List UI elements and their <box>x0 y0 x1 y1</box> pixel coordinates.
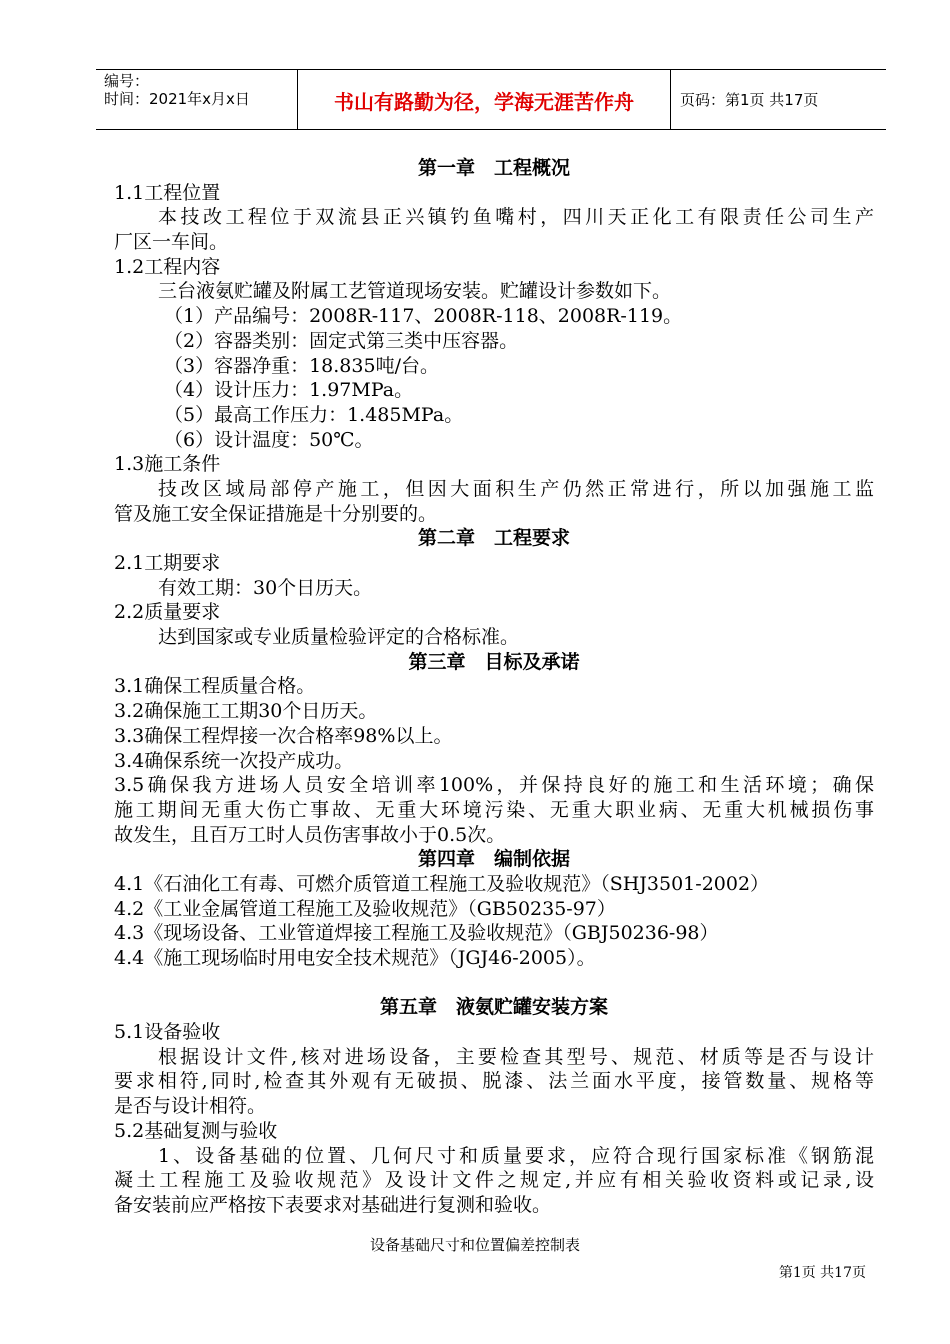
paragraph-line: 技改区域局部停产施工，但因大面积生产仍然正常进行，所以加强施工监 <box>158 477 874 500</box>
header-bottom-rule <box>96 129 886 130</box>
paragraph-line: 故发生，且百万工时人员伤害事故小于0.5次。 <box>114 823 506 846</box>
section-2-1-heading: 2.1工期要求 <box>114 552 221 574</box>
paragraph-line: 是否与设计相符。 <box>114 1095 267 1118</box>
chapter-5-title: 第五章 液氨贮罐安装方案 <box>379 996 608 1019</box>
doc-number-label: 编号： <box>104 72 150 90</box>
parameter-item: （4）设计压力：1.97MPa。 <box>164 379 414 402</box>
paragraph-line: 凝土工程施工及验收规范》及设计文件之规定,并应有相关验收资料或记录,设 <box>114 1169 874 1192</box>
target-item: 3.3确保工程焊接一次合格率98%以上。 <box>114 724 453 747</box>
paragraph-line: 施工期间无重大伤亡事故、无重大环境污染、无重大职业病、无重大机械损伤事 <box>114 798 874 821</box>
document-body <box>114 156 874 1218</box>
parameter-item: （5）最高工作压力：1.485MPa。 <box>164 403 464 426</box>
spacer <box>114 971 874 996</box>
reference-item: 4.1《石油化工有毒、可燃介质管道工程施工及验收规范》（SHJ3501-2002） <box>114 872 770 895</box>
parameter-item: （2）容器类别：固定式第三类中压容器。 <box>164 329 519 352</box>
paragraph-line: 达到国家或专业质量检验评定的合格标准。 <box>158 626 520 649</box>
section-5-2-heading: 5.2基础复测与验收 <box>114 1119 278 1142</box>
chapter-2-title: 第二章 工程要求 <box>417 527 570 550</box>
target-item: 3.1确保工程质量合格。 <box>114 675 316 698</box>
chapter-1-title: 第一章 工程概况 <box>417 157 570 179</box>
chapter-3-title: 第三章 目标及承诺 <box>408 650 580 673</box>
paragraph-line: 三台液氨贮罐及附属工艺管道现场安装。贮罐设计参数如下。 <box>158 280 672 303</box>
paragraph-line: 有效工期：30个日历天。 <box>158 576 373 599</box>
paragraph-line: 要求相符,同时,检查其外观有无破损、脱漆、法兰面水平度，接管数量、规格等 <box>114 1070 874 1093</box>
parameter-item: （6）设计温度：50℃。 <box>164 428 374 451</box>
header-top-rule <box>96 69 886 70</box>
section-1-2-heading: 1.2工程内容 <box>114 255 221 278</box>
motto: 书山有路勤为径，学海无涯苦作舟 <box>334 90 634 114</box>
reference-item: 4.4《施工现场临时用电安全技术规范》（JGJ46-2005）。 <box>114 947 596 969</box>
time-label: 时间：2021年x月x日 <box>104 90 250 108</box>
paragraph-line: 1、设备基础的位置、几何尺寸和质量要求，应符合现行国家标准《钢筋混 <box>158 1144 874 1167</box>
section-1-1-heading: 1.1工程位置 <box>114 181 221 204</box>
page-footer: 第1页 共17页 <box>778 1265 866 1281</box>
paragraph-line: 管及施工安全保证措施是十分别要的。 <box>114 502 438 525</box>
parameter-item: （3）容器净重：18.835吨/台。 <box>164 354 439 377</box>
paragraph-line: 厂区一车间。 <box>114 231 229 254</box>
reference-item: 4.3《现场设备、工业管道焊接工程施工及验收规范》（GBJ50236-98） <box>114 922 719 945</box>
section-2-2-heading: 2.2质量要求 <box>114 601 221 624</box>
section-1-3-heading: 1.3施工条件 <box>114 453 221 476</box>
section-5-1-heading: 5.1设备验收 <box>114 1021 221 1044</box>
chapter-4-title: 第四章 编制依据 <box>417 848 570 871</box>
table-caption: 设备基础尺寸和位置偏差控制表 <box>369 1236 580 1254</box>
target-item: 3.2确保施工工期30个日历天。 <box>114 700 378 723</box>
header-divider-right <box>670 69 671 129</box>
target-item: 3.5确保我方进场人员安全培训率100%，并保持良好的施工和生活环境；确保 <box>114 774 874 797</box>
target-item: 3.4确保系统一次投产成功。 <box>114 749 354 772</box>
paragraph-line: 备安装前应严格按下表要求对基础进行复测和验收。 <box>114 1193 552 1216</box>
paragraph-line: 根据设计文件,核对进场设备，主要检查其型号、规范、材质等是否与设计 <box>158 1045 874 1068</box>
parameter-item: （1）产品编号：2008R-117、2008R-118、2008R-119。 <box>164 305 683 328</box>
paragraph-line: 本技改工程位于双流县正兴镇钓鱼嘴村，四川天正化工有限责任公司生产 <box>158 206 874 229</box>
reference-item: 4.2《工业金属管道工程施工及验收规范》（GB50235-97） <box>114 897 616 920</box>
page-number-label: 页码：第1页 共17页 <box>680 91 819 109</box>
